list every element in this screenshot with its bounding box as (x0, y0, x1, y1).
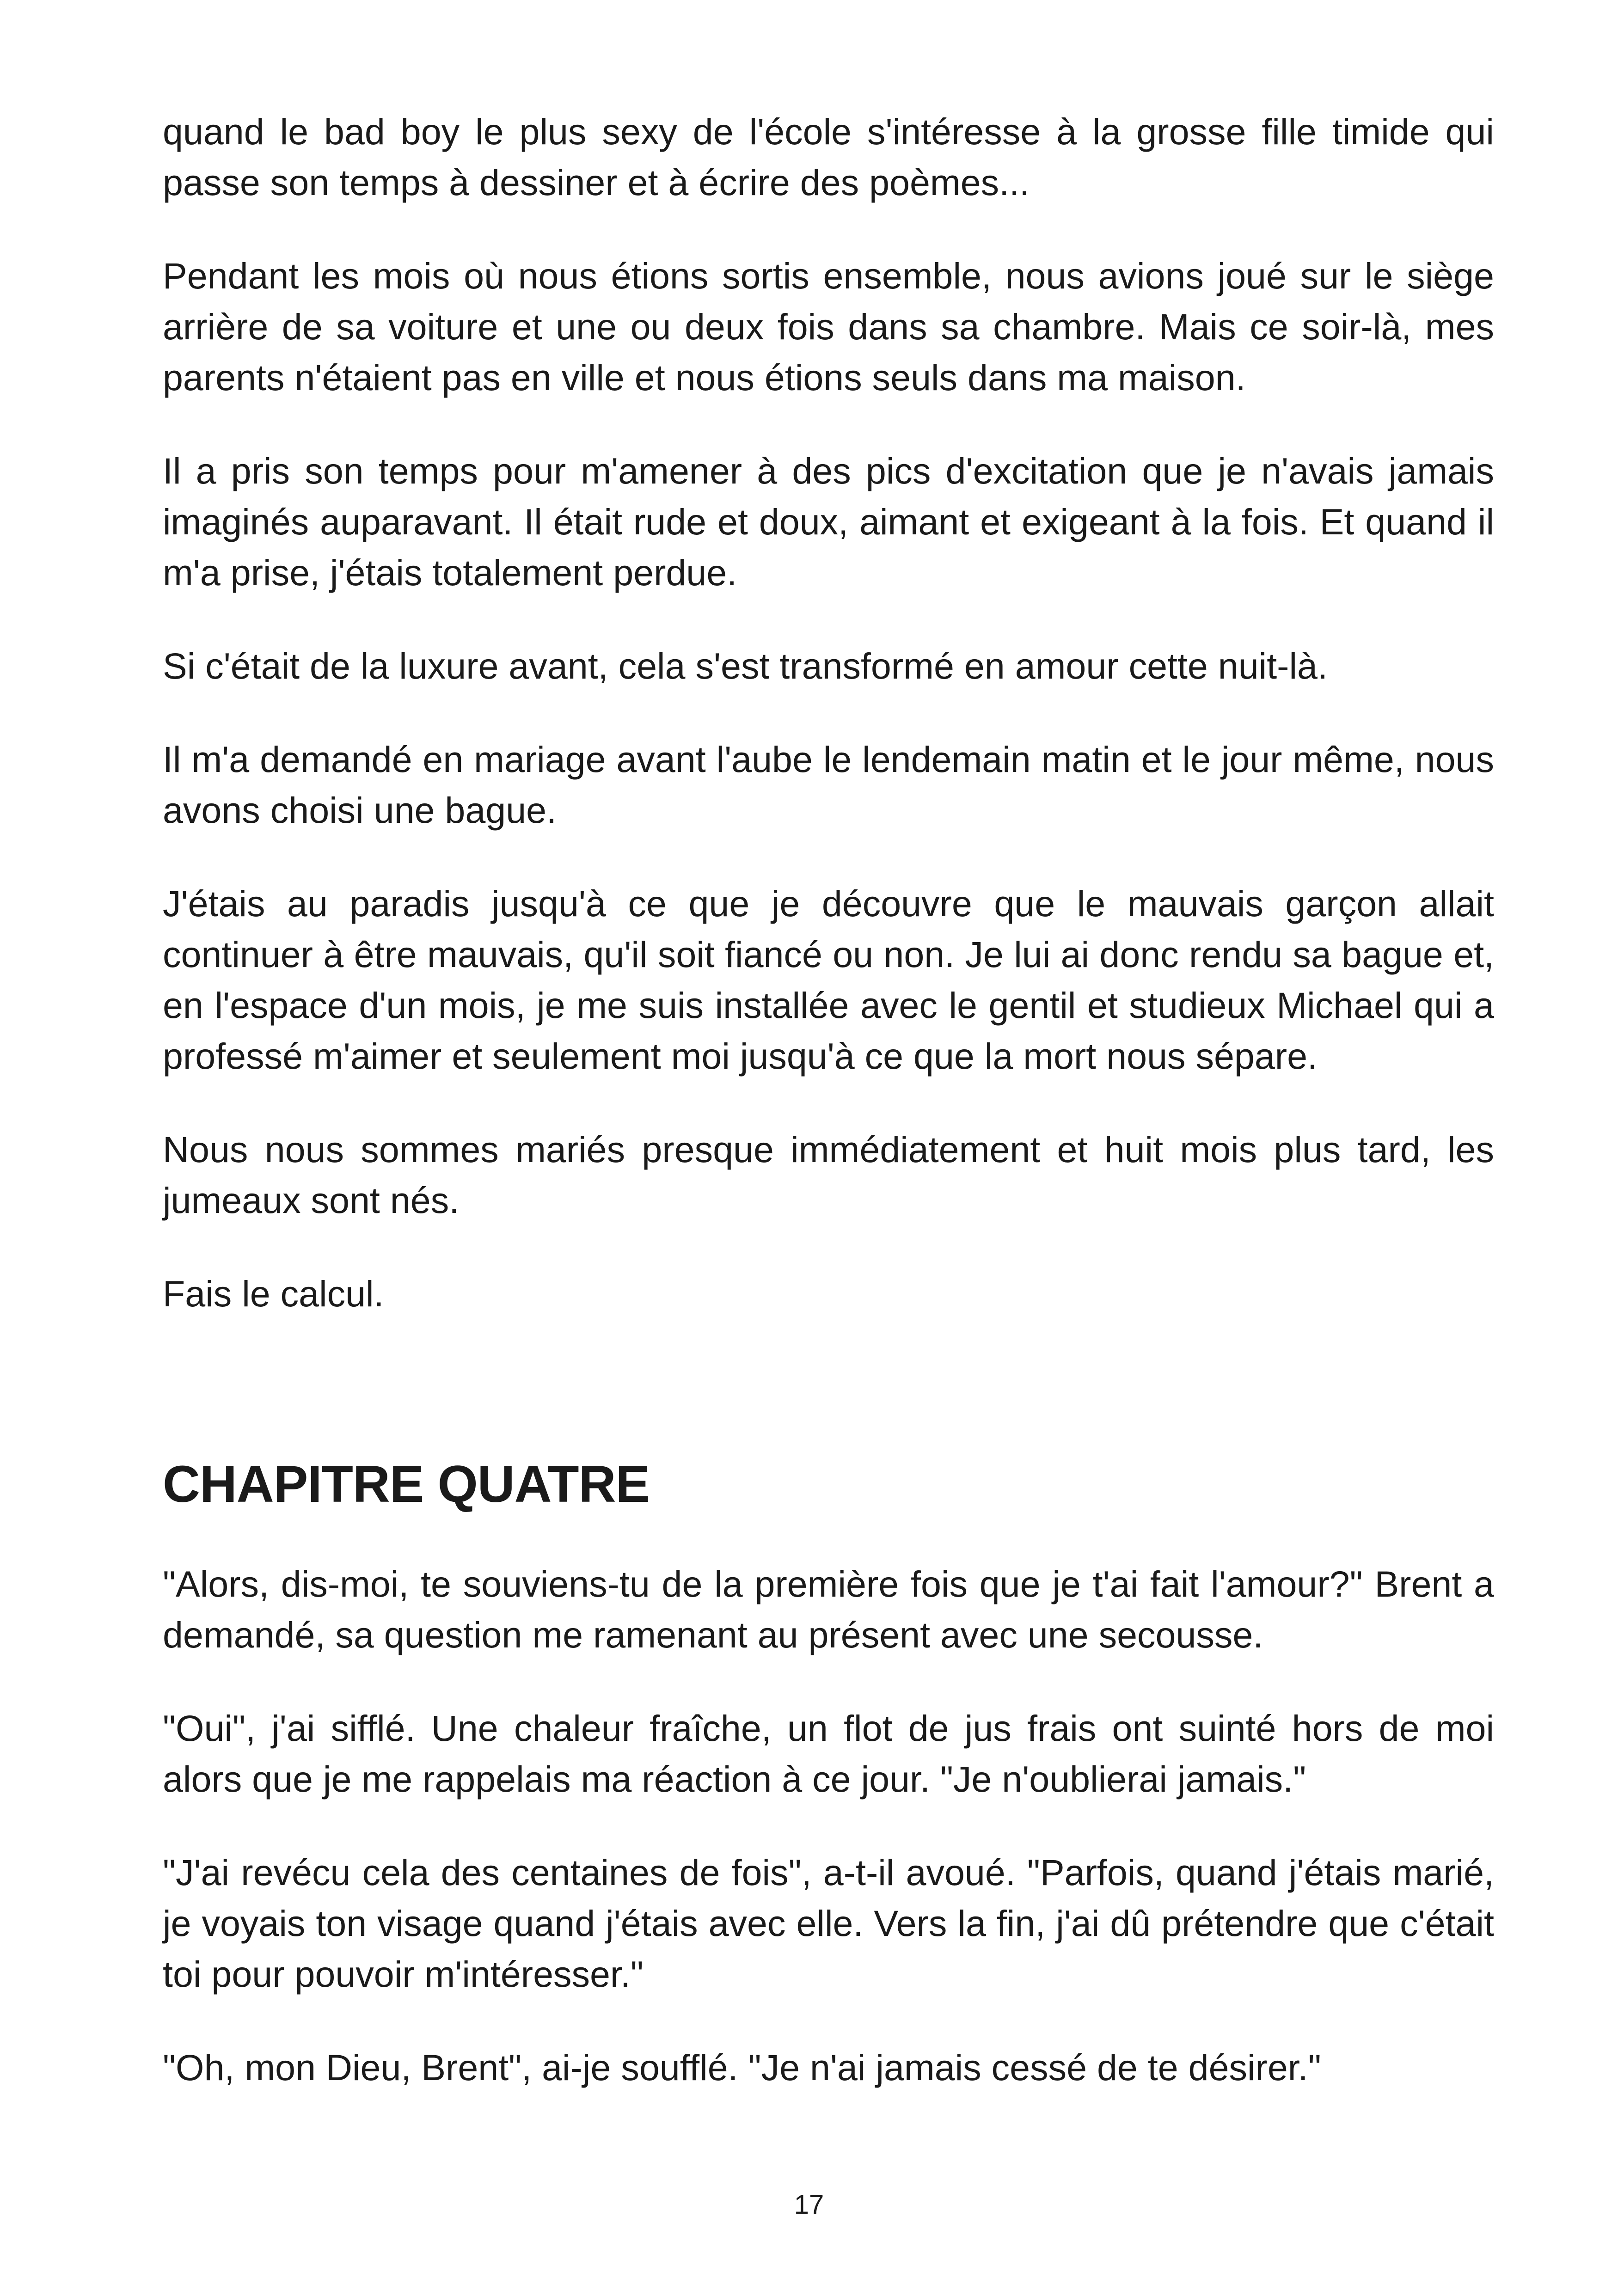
paragraph: quand le bad boy le plus sexy de l'école s'intéresse à la grosse fille timide qui passe son temps à dessiner et à écrire des poèmes... (163, 111, 1494, 203)
paragraph: "Oui", j'ai sifflé. Une chaleur fraîche, un flot de jus frais ont suinté hors de moi alors que je me rappelais ma réaction à ce jour. "Je n'oublierai jamais." (163, 1708, 1494, 1800)
paragraph: "Alors, dis-moi, te souviens-tu de la première fois que je t'ai fait l'amour?" Brent a demandé, sa question me ramenant au présent avec une secousse. (163, 1563, 1494, 1655)
paragraph: "J'ai revécu cela des centaines de fois", a-t-il avoué. "Parfois, quand j'étais marié, je voyais ton visage quand j'étais avec elle. Vers la fin, j'ai dû prétendre que c'était toi pour pouvoir m'intéresser." (163, 1852, 1494, 1995)
body-text (163, 106, 1494, 2136)
paragraph: Si c'était de la luxure avant, cela s'est transformé en amour cette nuit-là. (163, 645, 1328, 686)
page-number: 17 (794, 2190, 824, 2220)
paragraph: Fais le calcul. (163, 1273, 384, 1314)
chapter-title: CHAPITRE QUATRE (163, 1455, 650, 1513)
paragraph: J'étais au paradis jusqu'à ce que je découvre que le mauvais garçon allait continuer à être mauvais, qu'il soit fiancé ou non. Je lui ai donc rendu sa bague et, en l'espace d'un mois, je me suis installée avec le gentil et studieux Michael qui a professé m'aimer et seulement moi jusqu'à ce que la mort nous sépare. (163, 883, 1494, 1077)
paragraph: Pendant les mois où nous étions sortis ensemble, nous avions joué sur le siège arrière de sa voiture et une ou deux fois dans sa chambre. Mais ce soir-là, mes parents n'étaient pas en ville et nous étions seuls dans ma maison. (163, 255, 1494, 398)
paragraph: Il a pris son temps pour m'amener à des pics d'excitation que je n'avais jamais imaginés auparavant. Il était rude et doux, aimant et exigeant à la fois. Et quand il m'a prise, j'étais totalement perdue. (163, 450, 1494, 593)
section-spacer (163, 1362, 1494, 1454)
paragraph: "Oh, mon Dieu, Brent", ai-je soufflé. "Je n'ai jamais cessé de te désirer." (163, 2047, 1321, 2088)
paragraph: Il m'a demandé en mariage avant l'aube le lendemain matin et le jour même, nous avons choisi une bague. (163, 739, 1494, 831)
paragraph: Nous nous sommes mariés presque immédiatement et huit mois plus tard, les jumeaux sont nés. (163, 1129, 1494, 1221)
